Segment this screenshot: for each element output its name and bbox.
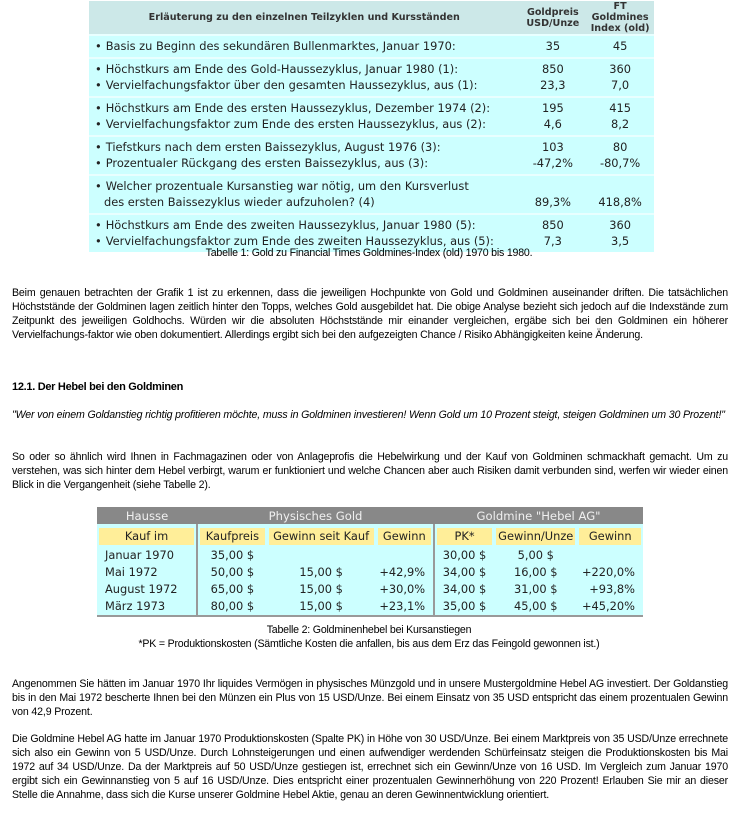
table-row bbox=[89, 35, 654, 58]
header-line: Goldpreis bbox=[526, 6, 579, 18]
index-cell bbox=[586, 136, 654, 175]
row-description bbox=[89, 97, 519, 136]
value: 415 bbox=[609, 101, 631, 115]
header-label: Kaufpreis bbox=[200, 528, 265, 545]
value: 4,6 bbox=[543, 117, 562, 131]
table-row bbox=[97, 598, 643, 616]
header-label: Gewinn bbox=[579, 528, 641, 545]
bullet-text-continuation: des ersten Baissezyklus wieder aufzuholen? (4) bbox=[104, 195, 375, 209]
goldpreis-cell bbox=[519, 58, 586, 97]
cell-kauf-im: August 1972 bbox=[97, 581, 197, 598]
table-row bbox=[89, 97, 654, 136]
bullet-text: • Vervielfachungsfaktor zum Ende des zweiten Haussezyklus, aus (5): bbox=[95, 234, 494, 248]
cell-gewinn-seit-kauf: 15,00 $ bbox=[267, 564, 376, 581]
table-row bbox=[97, 581, 643, 598]
goldpreis-cell bbox=[519, 136, 586, 175]
value: 850 bbox=[541, 218, 564, 232]
header-line: Index (old) bbox=[590, 23, 650, 34]
cell-pk: 30,00 $ bbox=[434, 547, 494, 564]
row-description bbox=[89, 136, 519, 175]
goldpreis-cell bbox=[519, 97, 586, 136]
table-row bbox=[97, 547, 643, 564]
bullet-text: • Vervielfachungsfaktor über den gesamten Haussezyklus, aus (1): bbox=[95, 78, 477, 92]
table-header-row bbox=[89, 1, 654, 35]
header-label: Kauf im bbox=[99, 528, 194, 545]
table1-caption: Tabelle 1: Gold zu Financial Times Goldmines-Index (old) 1970 bis 1980. bbox=[205, 247, 533, 259]
cell-gewinn-unze: 16,00 $ bbox=[494, 564, 577, 581]
column-header-row bbox=[97, 524, 643, 547]
column-header-kaufpreis bbox=[197, 524, 267, 547]
cell-gewinn-seit-kauf: 15,00 $ bbox=[267, 581, 376, 598]
header-label: PK* bbox=[437, 528, 492, 545]
value: 35 bbox=[545, 39, 561, 53]
cell-gewinn-seit-kauf bbox=[267, 547, 376, 564]
value: 8,2 bbox=[611, 117, 630, 131]
index-cell bbox=[586, 58, 654, 97]
bullet-text: • Basis zu Beginn des sekundären Bullenmarktes, Januar 1970: bbox=[95, 39, 456, 53]
cell-gewinn-gold: +42,9% bbox=[376, 564, 435, 581]
cell-kauf-im: Januar 1970 bbox=[97, 547, 197, 564]
column-header-pk bbox=[434, 524, 494, 547]
column-header-goldpreis bbox=[519, 1, 586, 35]
column-header-ft-index bbox=[586, 1, 654, 35]
goldpreis-cell bbox=[519, 35, 586, 58]
cell-kaufpreis: 35,00 $ bbox=[197, 547, 267, 564]
value: 195 bbox=[541, 101, 564, 115]
bullet-text: • Höchstkurs am Ende des Gold-Haussezyklus, Januar 1980 (1): bbox=[95, 62, 458, 76]
column-header-kauf-im bbox=[97, 524, 197, 547]
table-gold-vs-ft-goldmines bbox=[89, 1, 654, 252]
table-goldminenhebel bbox=[97, 507, 643, 617]
value: 418,8% bbox=[598, 195, 642, 209]
column-header-gewinn-gold bbox=[376, 524, 435, 547]
cell-pk: 34,00 $ bbox=[434, 581, 494, 598]
cell-gewinn-seit-kauf: 15,00 $ bbox=[267, 598, 376, 616]
cell-gewinn-unze: 45,00 $ bbox=[494, 598, 577, 616]
table2-footnote: *PK = Produktionskosten (Sämtliche Kosten die anfallen, bis aus dem Erz das Feingold gewonnen ist.) bbox=[138, 638, 600, 650]
value: 23,3 bbox=[540, 78, 566, 92]
group-header-goldmine: Goldmine "Hebel AG" bbox=[434, 507, 643, 524]
cell-kaufpreis: 65,00 $ bbox=[197, 581, 267, 598]
table-row bbox=[89, 175, 654, 214]
bullet-text: • Vervielfachungsfaktor zum Ende des ersten Haussezyklus, aus (2): bbox=[95, 117, 486, 131]
table-row bbox=[97, 564, 643, 581]
cell-gewinn-gold: +30,0% bbox=[376, 581, 435, 598]
section-heading: 12.1. Der Hebel bei den Goldminen bbox=[12, 381, 184, 393]
value: -80,7% bbox=[599, 156, 641, 170]
group-header-physisches-gold: Physisches Gold bbox=[197, 507, 434, 524]
header-line: FT Goldmines bbox=[591, 1, 649, 23]
value: -47,2% bbox=[532, 156, 573, 170]
column-header-description: Erläuterung zu den einzelnen Teilzyklen und Kursständen bbox=[89, 1, 519, 35]
goldpreis-cell bbox=[519, 175, 586, 214]
value: 89,3% bbox=[534, 195, 571, 209]
value: 3,5 bbox=[611, 234, 630, 248]
cell-kaufpreis: 80,00 $ bbox=[197, 598, 267, 616]
column-header-gewinn-unze bbox=[494, 524, 577, 547]
group-header-hausse: Hausse bbox=[97, 507, 197, 524]
table2-caption: Tabelle 2: Goldminenhebel bei Kursanstiegen bbox=[266, 624, 472, 636]
cell-pk: 34,00 $ bbox=[434, 564, 494, 581]
bullet-text: • Tiefstkurs nach dem ersten Baissezyklus, August 1976 (3): bbox=[95, 140, 441, 154]
value: 45 bbox=[612, 39, 628, 53]
column-header-gewinn-seit-kauf bbox=[267, 524, 376, 547]
value: 850 bbox=[541, 62, 564, 76]
cell-gewinn-gold: +23,1% bbox=[376, 598, 435, 616]
table-row bbox=[89, 136, 654, 175]
index-cell bbox=[586, 97, 654, 136]
header-label: Gewinn/Unze bbox=[496, 528, 575, 545]
paragraph-analysis: Beim genauen betrachten der Grafik 1 ist zu erkennen, dass die jeweiligen Hochpunkte von Gold und Goldminen auseinander driften. Die tatsächlichen Höchststände der Goldminen lagen zeitlich hinter den Topps, welches Gold ausgebildet hat. Die obige Analyse bezieht sich jedoch auf die Indexstände zum Zeitpunkt des jeweiligen Goldhochs. Würden wir die absoluten Höchststände mir einander vergleichen, ergäbe sich bei den Goldminen ein höherer Vervielfachungs-faktor wie oben dokumentiert. Allerdings ergibt sich bei den aufgezeigten Chance / Risiko Abhängigkeiten keine Änderung. bbox=[12, 287, 728, 341]
index-cell bbox=[586, 35, 654, 58]
paragraph-introduction: So oder so ähnlich wird Ihnen in Fachmagazinen oder von Anlageprofis die Hebelwirkung und der Kauf von Goldminen schmackhaft gemacht. Um zu verstehen, was sich hinter dem Hebel verbirgt, warum er funktioniert und welche Chancen aber auch Risiken damit verbunden sind, werfen wir wieder einen Blick in die Vergangenheit (siehe Tabelle 2). bbox=[12, 451, 728, 491]
value: 360 bbox=[609, 62, 631, 76]
cell-kaufpreis: 50,00 $ bbox=[197, 564, 267, 581]
group-header-row bbox=[97, 507, 643, 524]
value: 103 bbox=[541, 140, 564, 154]
bullet-text: • Höchstkurs am Ende des zweiten Haussezyklus, Januar 1980 (5): bbox=[95, 218, 476, 232]
cell-pk: 35,00 $ bbox=[434, 598, 494, 616]
row-description bbox=[89, 58, 519, 97]
column-header-gewinn-mine bbox=[577, 524, 643, 547]
cell-gewinn-mine bbox=[577, 547, 643, 564]
quote-paragraph: "Wer von einem Goldanstieg richtig profitieren möchte, muss in Goldminen investieren! Wenn Gold um 10 Prozent steigt, steigen Goldminen um 30 Prozent!" bbox=[12, 409, 725, 421]
cell-gewinn-unze: 31,00 $ bbox=[494, 581, 577, 598]
bullet-text: • Welcher prozentuale Kursanstieg war nötig, um den Kursverlust bbox=[95, 179, 469, 193]
cell-gewinn-mine: +93,8% bbox=[577, 581, 643, 598]
index-cell bbox=[586, 175, 654, 214]
header-label: Gewinn seit Kauf bbox=[269, 528, 374, 545]
bullet-text: • Prozentualer Rückgang des ersten Baissezyklus, aus (3): bbox=[95, 156, 428, 170]
row-description bbox=[89, 35, 519, 58]
paragraph-example: Angenommen Sie hätten im Januar 1970 Ihr liquides Vermögen in physisches Münzgold und in unsere Mustergoldmine Hebel AG investiert. Der Goldanstieg bis in den Mai 1972 bescherte Ihnen bei den Münzen ein Plus von 15 USD/Unze. Bei einem Einsatz von 35 USD entspricht das einem prozentualen Gewinn von 42,9 Prozent. bbox=[12, 678, 728, 718]
value: 80 bbox=[612, 140, 628, 154]
value: 7,3 bbox=[543, 234, 562, 248]
table-row bbox=[89, 58, 654, 97]
value: 360 bbox=[609, 218, 631, 232]
bullet-text: • Höchstkurs am Ende des ersten Haussezyklus, Dezember 1974 (2): bbox=[95, 101, 490, 115]
paragraph-hebel-ag: Die Goldmine Hebel AG hatte im Januar 1970 Produktionskosten (Spalte PK) in Höhe von 30 USD/Unze. Bei einem Marktpreis von 35 USD/Unze errechnete sich also ein Gewinn von 5 USD/Unze. Durch Lohnsteigerungen und einen aufwendiger werdenden Schürfeinsatz steigen die Produktionskosten bis Mai 1972 auf 34 USD/Unze. Da der Marktpreis auf 50 USD/Unze gestiegen ist, errechnet sich ein Gewinn/Unze von 16 USD. Im Vergleich zum Januar 1970 ergibt sich ein Gewinnanstieg von 5 auf 16 USD/Unze. Dies entspricht einer prozentualen Gewinnerhöhung von 220 Prozent! Erlauben Sie mir an dieser Stelle die Annahme, dass sich die Kurse unserer Goldmine Hebel Aktie, genau an deren Gewinnentwicklung orientiert. bbox=[12, 733, 728, 801]
cell-gewinn-mine: +45,20% bbox=[577, 598, 643, 616]
cell-gewinn-gold bbox=[376, 547, 435, 564]
row-description bbox=[89, 175, 519, 214]
header-line: USD/Unze bbox=[526, 17, 580, 29]
cell-kauf-im: Mai 1972 bbox=[97, 564, 197, 581]
cell-kauf-im: März 1973 bbox=[97, 598, 197, 616]
value: 7,0 bbox=[611, 78, 630, 92]
header-label: Gewinn bbox=[378, 528, 432, 545]
cell-gewinn-mine: +220,0% bbox=[577, 564, 643, 581]
cell-gewinn-unze: 5,00 $ bbox=[494, 547, 577, 564]
